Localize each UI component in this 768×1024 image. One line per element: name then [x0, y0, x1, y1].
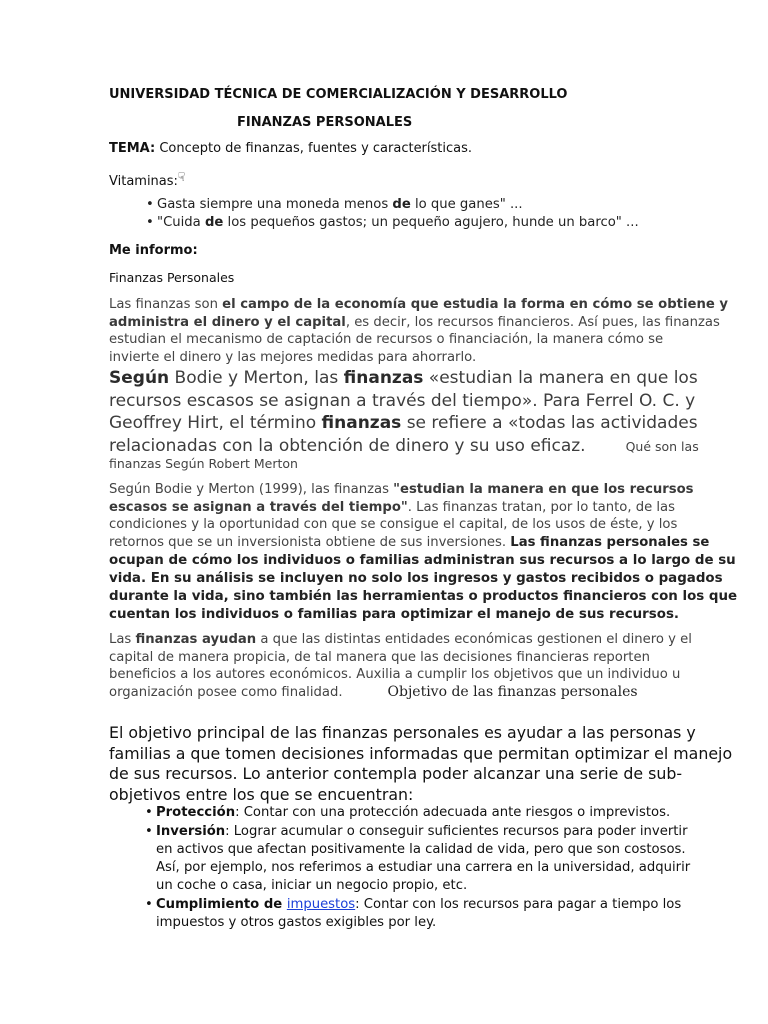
- impuestos-link[interactable]: impuestos: [286, 897, 356, 912]
- paragraph-finanzas-personales: ocupan de cómo los individuos o familias administran sus recursos a lo largo de su vida. En su análisis se incluyen no solo los ingresos y gastos recibidos o pagados durante la vida, sino también las herramientas o productos financieros con los que cuentan los individuos o familias para optimizar el manejo de sus recursos.: [109, 553, 738, 622]
- vitamina-item: "Cuida de los pequeños gastos; un pequeño agujero, hunde un barco" ...: [157, 215, 639, 230]
- finanzas-personales-heading: Finanzas Personales: [109, 270, 235, 285]
- me-informo-heading: Me informo:: [109, 243, 198, 258]
- paragraph-definition: Las finanzas son el campo de la economía que estudia la forma en cómo se obtiene y administra el dinero y el capital, es decir, los recursos financieros. Así pues, las finanzas estudian el mecanismo de captación de recursos o financiación, la manera cómo se invierte el dinero y las mejores medidas para ahorrarlo.: [109, 297, 728, 365]
- paragraph-bodie-merton-1999: Según Bodie y Merton (1999), las finanzas "estudian la manera en que los recursos escasos se asignan a través del tiempo". Las finanzas tratan, por lo tanto, de las condiciones y la oportunidad con que se consigue el capital, de los usos de éste, y los retornos que se un inversionista obtiene de sus inversiones. Las finanzas personales se: [109, 482, 710, 550]
- inline-caption: Qué son las: [625, 438, 699, 454]
- vitaminas-label: Vitaminas:: [109, 174, 178, 189]
- tema-label: TEMA:: [109, 141, 156, 156]
- tema-line: [109, 141, 472, 156]
- list-item-proteccion: Protección: Contar con una protección adecuada ante riesgos o imprevistos.: [156, 805, 671, 820]
- vitamina-item: Gasta siempre una moneda menos de lo que ganes" ...: [157, 197, 523, 212]
- pointing-hand-icon: ☟: [177, 170, 186, 184]
- paragraph-finanzas-ayudan: Las finanzas ayudan a que las distintas entidades económicas gestionen el dinero y el capital de manera propicia, de tal manera que las decisiones financieras reporten beneficios a los autores económicos. Auxilia a cumplir los objetivos que un individuo u organización posee como finalidad. Objetivo de las finanzas personales: [109, 632, 692, 700]
- university-title: UNIVERSIDAD TÉCNICA DE COMERCIALIZACIÓN Y DESARROLLO: [109, 87, 568, 102]
- vitaminas-line: [109, 170, 185, 189]
- paragraph-bodie-merton: Según Bodie y Merton, las finanzas «estudian la manera en que los recursos escasos se asignan a través del tiempo». Para Ferrel O. C. y Geoffrey Hirt, el término finanzas se refiere a «todas las actividades relacionadas con la obtención de dinero y su uso eficaz. Qué son las: [109, 368, 699, 456]
- objetivos-list: Protección: Contar con una protección adecuada ante riesgos o imprevistos. Inversión: Lograr acumular o conseguir suficientes recursos para poder invertir en activos que afectan positivamente la calidad de vida, pero que son costosos. Así, por ejemplo, nos referimos a estudiar una carrera en la universidad, adquirir un coche o casa, iniciar un negocio propio, etc. Cumplimiento de impuestos: Contar con los recursos para pagar a tiempo los impuestos y otros gastos exigibles por ley.: [156, 805, 691, 930]
- tema-text: Concepto de finanzas, fuentes y características.: [155, 141, 473, 156]
- caption-robert-merton: finanzas Según Robert Merton: [109, 456, 298, 471]
- list-item-cumplimiento: Cumplimiento de impuestos: Contar con los recursos para pagar a tiempo los: [156, 897, 682, 912]
- list-item-inversion: Inversión: Lograr acumular o conseguir suficientes recursos para poder invertir: [156, 824, 688, 839]
- document-subject: FINANZAS PERSONALES: [237, 115, 413, 130]
- objetivo-caption: Objetivo de las finanzas personales: [387, 683, 638, 700]
- paragraph-objetivo: El objetivo principal de las finanzas personales es ayudar a las personas y familias a que tomen decisiones informadas que permitan optimizar el manejo de sus recursos. Lo anterior contempla poder alcanzar una serie de sub- objetivos entre los que se encuentran:: [109, 723, 733, 804]
